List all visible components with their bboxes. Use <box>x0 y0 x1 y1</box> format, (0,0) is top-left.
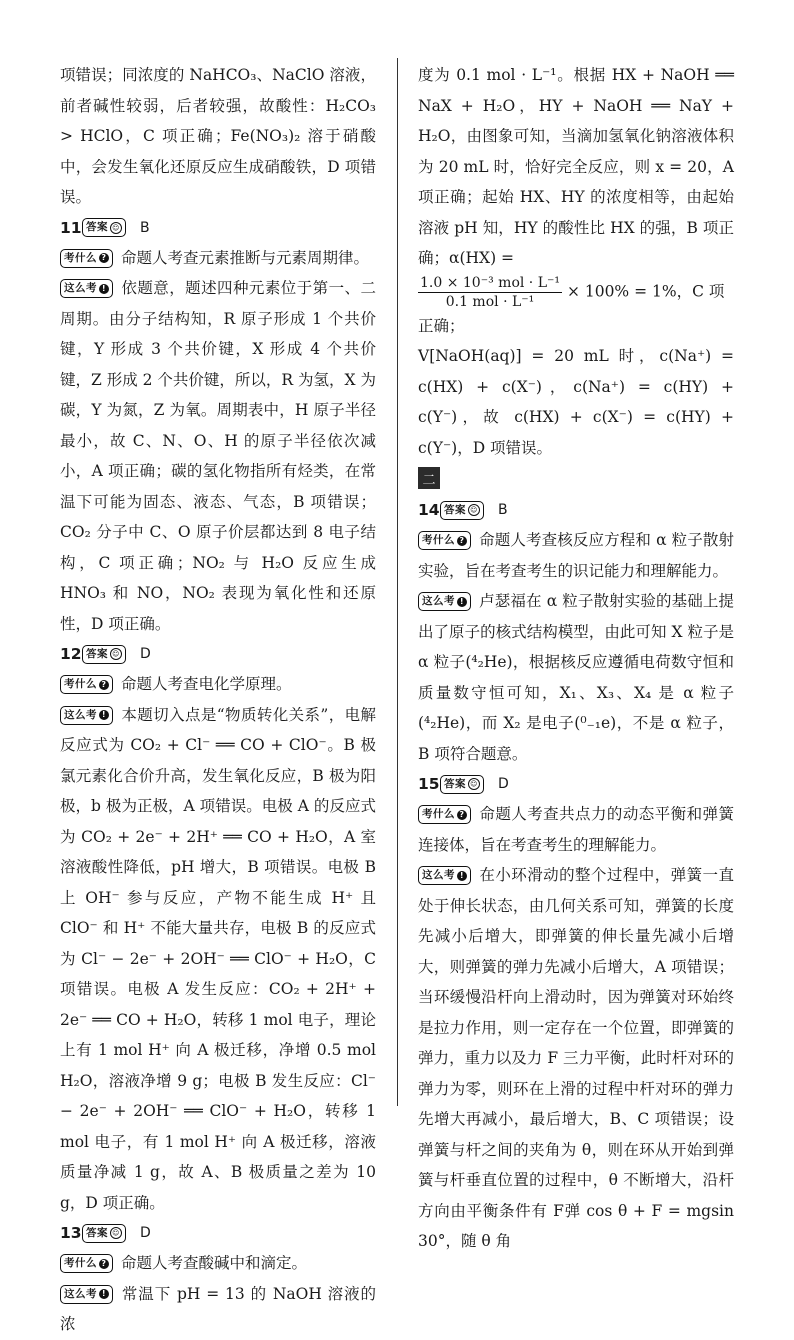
what-tag: 考什么 ? <box>418 805 471 824</box>
fraction <box>418 274 562 311</box>
question-number: 12 <box>60 645 82 663</box>
q14-how: 这么考 ! 卢瑟福在 α 粒子散射实验的基础上提出了原子的核式结构模型，由此可知 X 粒子是 α 粒子(⁴₂He)，根据核反应遵循电荷数守恒和质量数守恒可知，X₁、X₃、X₄ 是 α 粒子(⁴₂He)，而 X₂ 是电子(⁰₋₁e)，不是 α 粒子，B 项符合题意。 <box>418 592 734 763</box>
answer-tag: 答案 ☺ <box>440 501 484 520</box>
q13-continuation-2: V[NaOH(aq)] = 20 mL 时，c(Na⁺) = c(HX) + c(X⁻)，c(Na⁺) = c(HY) + c(Y⁻)，故 c(HX) + c(X⁻) = c(HY) + c(Y⁻)，D 项错误。 <box>418 347 734 457</box>
answer-tag: 答案 ☺ <box>82 218 126 237</box>
q13-continuation: 度为 0.1 mol · L⁻¹。根据 HX + NaOH ══ NaX + H₂O，HY + NaOH ══ NaY + H₂O，由图象可知，当滴加氢氧化钠溶液体积为 20 mL 时，恰好完全反应，则 x = 20，A 项正确；起始 HX、HY 的浓度相等，由起始溶液 pH 知，HY 的酸性比 HX 的强，B 项正确；α(HX) = <box>418 66 734 267</box>
q15-what: 考什么 ? 命题人考查共点力的动态平衡和弹簧连接体，旨在考查考生的理解能力。 <box>418 805 734 854</box>
answer-value: D <box>498 776 509 792</box>
q12-what: 考什么 ? 命题人考查电化学原理。 <box>60 669 376 700</box>
answer-value: B <box>140 219 150 236</box>
q13-what: 考什么 ? 命题人考查酸碱中和滴定。 <box>60 1248 376 1279</box>
intro-paragraph: 项错误；同浓度的 NaHCO₃、NaClO 溶液，前者碱性较弱，后者较强，故酸性：H₂CO₃ > HClO，C 项正确；Fe(NO₃)₂ 溶于硝酸中，会发生氧化还原反应生成硝酸铁，D 项错误。 <box>60 66 376 206</box>
how-tag: 这么考 ! <box>60 279 113 298</box>
section-marker: 二 <box>418 467 440 489</box>
q14-what: 考什么 ? 命题人考查核反应方程和 α 粒子散射实验，旨在考查考生的识记能力和理解能力。 <box>418 531 734 580</box>
question-number: 15 <box>418 775 440 793</box>
q11-header <box>60 213 376 243</box>
what-tag: 考什么 ? <box>60 675 113 694</box>
q13-how: 这么考 ! 常温下 pH = 13 的 NaOH 溶液的浓 <box>60 1284 376 1333</box>
smile-icon: ☺ <box>468 778 480 790</box>
right-column <box>418 60 734 1257</box>
answer-tag: 答案 ☺ <box>82 645 126 664</box>
fraction-tail: × 100% = 1%，C 项正确； <box>418 282 725 335</box>
fraction-denominator: 0.1 mol · L⁻¹ <box>445 293 535 310</box>
q13-header <box>60 1218 376 1248</box>
column-divider <box>397 58 398 1106</box>
answer-tag: 答案 ☺ <box>440 775 484 794</box>
answer-value: D <box>140 1225 151 1241</box>
smile-icon: ☺ <box>110 222 122 234</box>
what-tag: 考什么 ? <box>418 531 471 550</box>
left-column <box>60 60 376 1340</box>
answer-value: D <box>140 646 151 662</box>
how-tag: 这么考 ! <box>418 592 471 611</box>
q11-how: 这么考 ! 依题意，题述四种元素位于第一、二周期。由分子结构知，R 原子形成 1 个共价键，Y 形成 3 个共价键，X 形成 4 个共价键，Z 形成 2 个共价键，所以，R 为氢，X 为碳，Y 为氮，Z 为氧。周期表中，H 原子半径最小，故 C、N、O、H 的原子半径依次减小，A 项正确；碳的氢化物指所有烃类，在常温下可能为固态、液态、气态，B 项错误；CO₂ 分子中 C、O 原子价层都达到 8 电子结构，C 项正确；NO₂ 与 H₂O 反应生成 HNO₃ 和 NO，NO₂ 表现为氧化性和还原性，D 项正确。 <box>60 279 376 633</box>
answer-value: B <box>498 502 508 518</box>
what-tag: 考什么 ? <box>60 1254 113 1273</box>
smile-icon: ☺ <box>110 1227 122 1239</box>
exclaim-icon: ! <box>99 710 109 720</box>
fraction-numerator: 1.0 × 10⁻³ mol · L⁻¹ <box>420 274 560 291</box>
q15-header <box>418 769 734 799</box>
how-tag: 这么考 ! <box>60 1285 113 1304</box>
how-tag: 这么考 ! <box>60 706 113 725</box>
q12-how: 这么考 ! 本题切入点是“物质转化关系”，电解反应式为 CO₂ + Cl⁻ ══ CO + ClO⁻。B 极氯元素化合价升高，发生氧化反应，B 极为阳极，b 极为正极，A 项错误。电极 A 的反应式为 CO₂ + 2e⁻ + 2H⁺ ══ CO + H₂O，A 室溶液酸性降低，pH 增大，B 项错误。电极 B 上 OH⁻ 参与反应，产物不能生成 H⁺ 且 ClO⁻ 和 H⁺ 不能大量共存，电极 B 的反应式为 Cl⁻ − 2e⁻ + 2OH⁻ ══ ClO⁻ + H₂O，C 项错误。电极 A 发生反应：CO₂ + 2H⁺ + 2e⁻ ══ CO + H₂O，转移 1 mol 电子，理论上有 1 mol H⁺ 向 A 极迁移，净增 0.5 mol H₂O，溶液净增 9 g；电极 B 发生反应：Cl⁻ − 2e⁻ + 2OH⁻ ══ ClO⁻ + H₂O，转移 1 mol 电子，有 1 mol H⁺ 向 A 极迁移，溶液质量净减 1 g，故 A、B 极质量之差为 10 g，D 项正确。 <box>60 705 376 1212</box>
smile-icon: ☺ <box>468 504 480 516</box>
question-icon: ? <box>99 253 109 263</box>
question-number: 14 <box>418 501 440 519</box>
q15-how: 这么考 ! 在小环滑动的整个过程中，弹簧一直处于伸长状态，由几何关系可知，弹簧的长度先减小后增大，即弹簧的伸长量先减小后增大，则弹簧的弹力先减小后增大，A 项错误；当环缓慢沿杆向上滑动时，因为弹簧对环始终是拉力作用，则一定存在一个位置，即弹簧的弹力，重力以及力 F 三力平衡，此时杆对环的弹力为零，则环在上滑的过程中杆对环的弹力先增大再减小，最后增大，B、C 项错误；设弹簧与杆之间的夹角为 θ，则在环从开始到弹簧与杆垂直位置的过程中，θ 不断增大，沿杆方向由平衡条件有 F弹 cos θ + F = mgsin 30°，随 θ 角 <box>418 866 734 1250</box>
question-icon: ? <box>457 536 467 546</box>
question-number: 11 <box>60 218 82 237</box>
q11-what: 考什么 ? 命题人考查元素推断与元素周期律。 <box>60 243 376 274</box>
smile-icon: ☺ <box>110 648 122 660</box>
exclaim-icon: ! <box>457 871 467 881</box>
answer-tag: 答案 ☺ <box>82 1224 126 1243</box>
exclaim-icon: ! <box>99 284 109 294</box>
exclaim-icon: ! <box>457 597 467 607</box>
question-icon: ? <box>99 680 109 690</box>
question-icon: ? <box>457 810 467 820</box>
fraction-line <box>418 274 734 342</box>
question-icon: ? <box>99 1259 109 1269</box>
exclaim-icon: ! <box>99 1289 109 1299</box>
how-tag: 这么考 ! <box>418 866 471 885</box>
q12-header <box>60 639 376 669</box>
q14-header <box>418 495 734 525</box>
question-number: 13 <box>60 1224 82 1242</box>
what-tag: 考什么 ? <box>60 249 113 268</box>
